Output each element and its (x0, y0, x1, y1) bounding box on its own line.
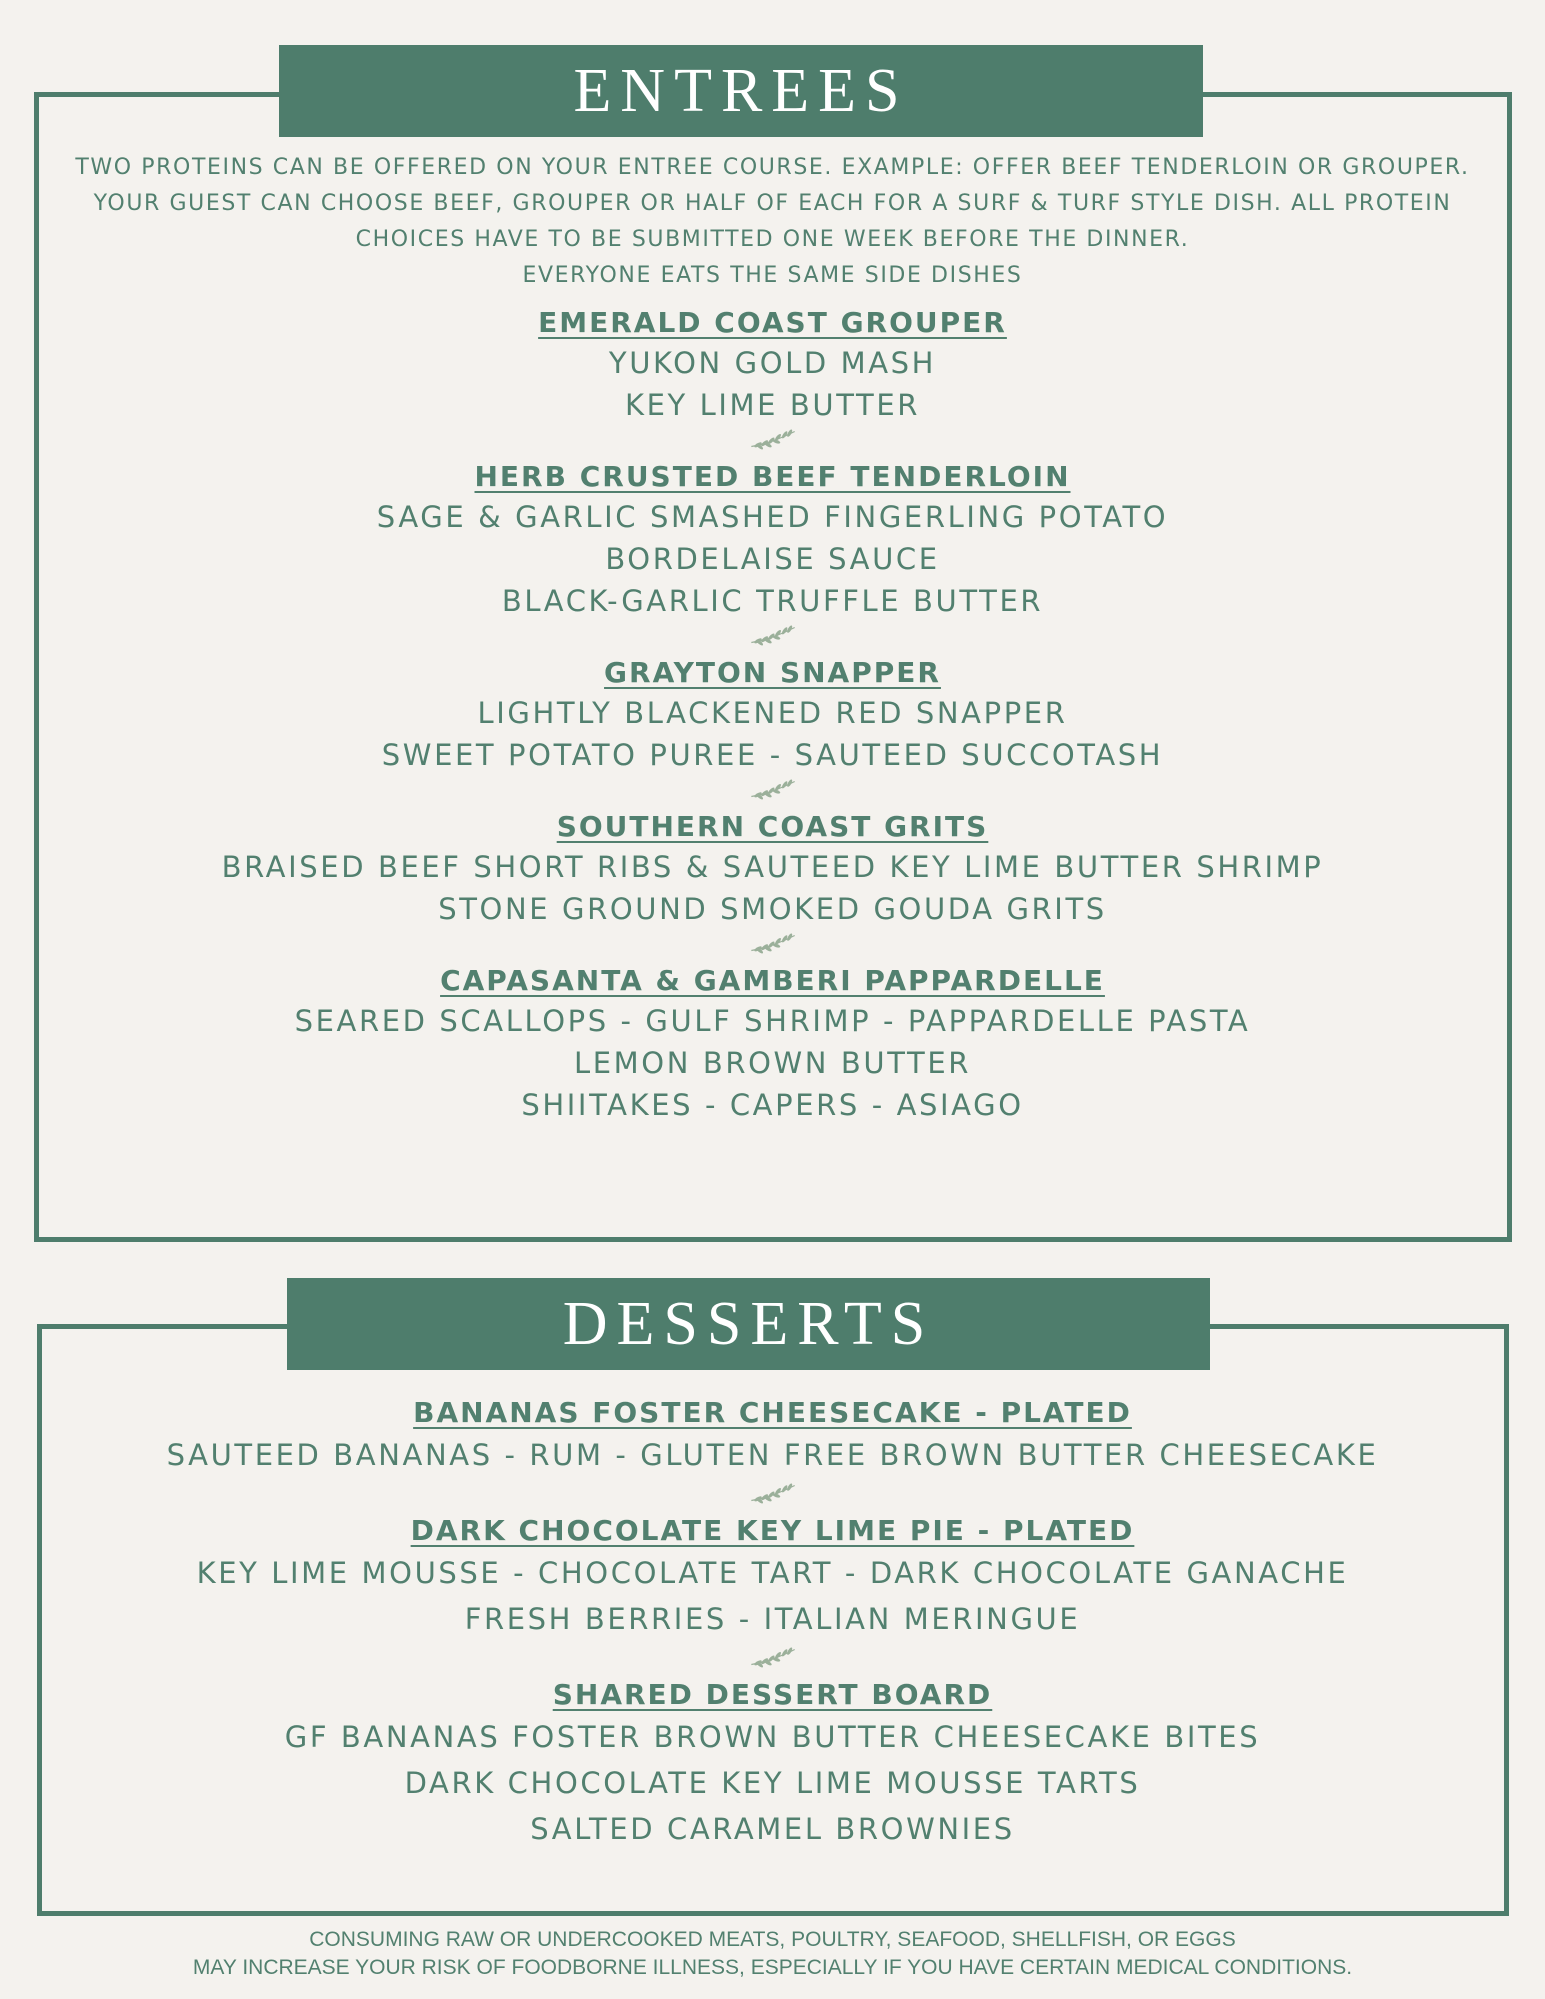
menu-item-description: DARK CHOCOLATE KEY LIME MOUSSE TARTS (404, 1766, 1141, 1800)
entrees-intro-last: EVERYONE EATS THE SAME SIDE DISHES (522, 263, 1023, 288)
menu-item (0, 962, 1545, 1126)
menu-item-title: SOUTHERN COAST GRITS (556, 810, 989, 843)
separator (0, 620, 1545, 650)
desserts-banner (287, 1278, 1210, 1370)
health-disclaimer (0, 1926, 1545, 1982)
separator (0, 1478, 1545, 1508)
separator (0, 1642, 1545, 1672)
menu-item-description: YUKON GOLD MASH (608, 346, 937, 380)
menu-item (0, 1676, 1545, 1852)
menu-item-description: LEMON BROWN BUTTER (573, 1046, 971, 1080)
menu-item (0, 654, 1545, 776)
menu-item-description: BRAISED BEEF SHORT RIBS & SAUTEED KEY LIME BUTTER SHRIMP (221, 850, 1324, 884)
menu-item-title: BANANAS FOSTER CHEESECAKE - PLATED (413, 1396, 1132, 1429)
olive-sprig-icon (748, 424, 798, 454)
olive-sprig-icon (748, 1478, 798, 1508)
olive-sprig-icon (748, 928, 798, 958)
menu-item-title: DARK CHOCOLATE KEY LIME PIE - PLATED (410, 1514, 1135, 1547)
menu-item-title: HERB CRUSTED BEEF TENDERLOIN (474, 460, 1071, 493)
menu-item-description: BORDELAISE SAUCE (605, 542, 940, 576)
menu-item-description: FRESH BERRIES - ITALIAN MERINGUE (464, 1602, 1081, 1636)
menu-item-description: SHIITAKES - CAPERS - ASIAGO (521, 1088, 1024, 1122)
disclaimer-line-1: CONSUMING RAW OR UNDERCOOKED MEATS, POULTRY, SEAFOOD, SHELLFISH, OR EGGS (309, 1928, 1236, 1951)
menu-item-description: SEARED SCALLOPS - GULF SHRIMP - PAPPARDELLE PASTA (294, 1004, 1251, 1038)
entrees-banner (279, 45, 1203, 137)
entrees-intro (63, 150, 1483, 294)
menu-item-description: SWEET POTATO PUREE - SAUTEED SUCCOTASH (381, 738, 1164, 772)
separator (0, 424, 1545, 454)
menu-item (0, 808, 1545, 930)
menu-item (0, 1394, 1545, 1478)
entrees-title: ENTREES (573, 57, 909, 125)
menu-item-description: GF BANANAS FOSTER BROWN BUTTER CHEESECAKE BITES (284, 1720, 1261, 1754)
menu-item-title: SHARED DESSERT BOARD (552, 1678, 993, 1711)
menu-item (0, 1512, 1545, 1642)
olive-sprig-icon (748, 1642, 798, 1672)
entrees-intro-text: TWO PROTEINS CAN BE OFFERED ON YOUR ENTREE COURSE. EXAMPLE: OFFER BEEF TENDERLOIN OR GROUPER. YOUR GUEST CAN CHOOSE BEEF, GROUPER OR HALF OF EACH FOR A SURF & TURF STYLE DISH. ALL PROTEIN CHOICES HAVE TO BE SUBMITTED ONE WEEK BEFORE THE DINNER. (75, 155, 1470, 252)
menu-item-description: BLACK-GARLIC TRUFFLE BUTTER (501, 584, 1044, 618)
separator (0, 928, 1545, 958)
menu-item (0, 304, 1545, 426)
entrees-menu-list (0, 304, 1545, 1126)
menu-item-description: STONE GROUND SMOKED GOUDA GRITS (438, 892, 1107, 926)
menu-item-description: KEY LIME MOUSSE - CHOCOLATE TART - DARK CHOCOLATE GANACHE (196, 1556, 1349, 1590)
desserts-menu-list (0, 1394, 1545, 1852)
menu-item-title: GRAYTON SNAPPER (604, 656, 941, 689)
menu-item-description: LIGHTLY BLACKENED RED SNAPPER (477, 696, 1068, 730)
entrees-content (0, 150, 1545, 1126)
desserts-content (0, 1394, 1545, 1852)
olive-sprig-icon (748, 774, 798, 804)
menu-item-title: CAPASANTA & GAMBERI PAPPARDELLE (440, 964, 1105, 997)
olive-sprig-icon (748, 620, 798, 650)
disclaimer-line-2: MAY INCREASE YOUR RISK OF FOODBORNE ILLNESS, ESPECIALLY IF YOU HAVE CERTAIN MEDICAL CONDITIONS. (192, 1956, 1353, 1979)
menu-item-description: SALTED CARAMEL BROWNIES (530, 1812, 1015, 1846)
menu-item-title: EMERALD COAST GROUPER (538, 306, 1007, 339)
desserts-title: DESSERTS (562, 1290, 935, 1358)
menu-item-description: SAUTEED BANANAS - RUM - GLUTEN FREE BROWN BUTTER CHEESECAKE (166, 1438, 1379, 1472)
menu-item-description: SAGE & GARLIC SMASHED FINGERLING POTATO (376, 500, 1169, 534)
menu-item-description: KEY LIME BUTTER (624, 388, 921, 422)
separator (0, 774, 1545, 804)
menu-item (0, 458, 1545, 622)
